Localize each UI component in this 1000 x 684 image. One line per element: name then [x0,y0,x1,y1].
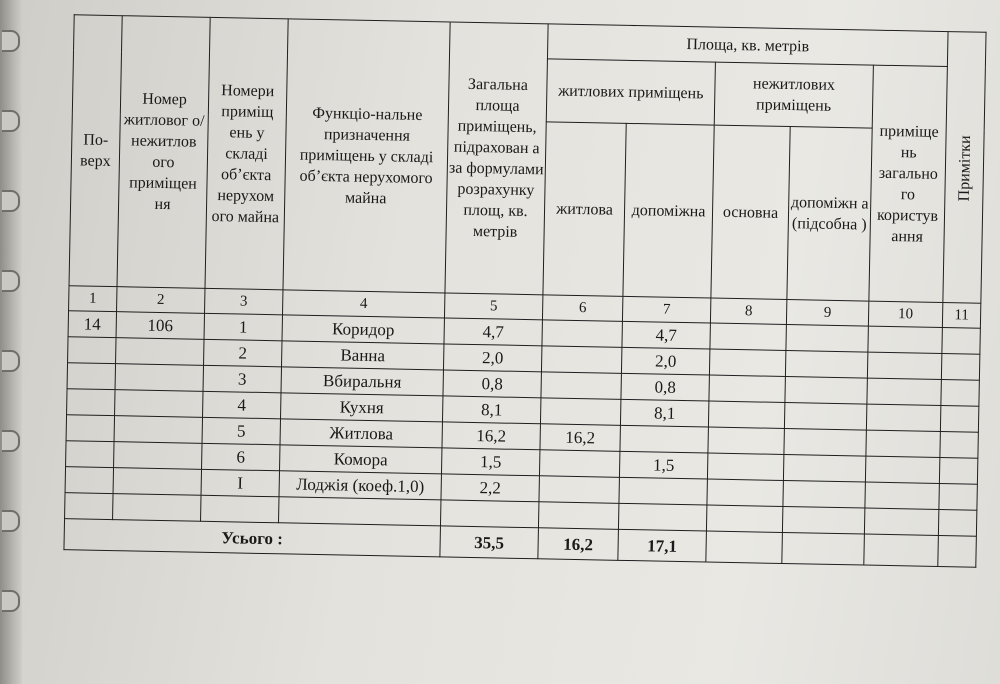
cell-room: 2 [204,339,282,366]
cell-floor [66,415,114,442]
cell-unit [115,364,203,392]
column-number: 2 [117,287,205,314]
cell-total: 1,5 [441,448,539,476]
header-floor: По-верх [69,15,122,287]
cell-empty [867,378,942,405]
cell-function: Комора [280,445,442,474]
cell-empty [783,480,865,508]
header-auxiliary: допоміжна [623,123,714,298]
cell-empty [864,534,939,566]
column-number: 11 [942,303,980,329]
cell-empty [866,430,941,457]
cell-aux: 8,1 [620,399,708,427]
cell-function: Лоджія (коеф.1,0) [279,471,441,500]
cell-aux: 0,8 [621,373,709,401]
header-unit-number: Номер житловог о/ нежитлов ого приміщен ня [117,16,210,289]
cell-empty [783,454,865,482]
cell-living [539,450,619,478]
binding-ring-icon [2,590,20,612]
cell-room: 4 [203,391,281,418]
cell-floor: 14 [68,311,116,338]
cell-living [542,320,622,348]
cell-function: Ванна [281,341,443,370]
cell-aux: 1,5 [619,451,707,479]
cell-empty [784,402,866,430]
cell-empty [938,535,977,567]
cell-floor [65,467,113,494]
cell-empty [941,353,979,380]
spiral-binding [0,0,22,684]
column-number: 4 [282,290,444,318]
cell-total: 0,8 [443,370,541,398]
cell-empty [865,482,940,509]
inventory-sheet [47,0,1000,684]
header-main: основна [711,125,790,299]
cell-empty [709,349,785,376]
cell-empty [709,375,785,402]
cell-floor [68,337,116,364]
binding-ring-icon [2,430,20,452]
cell-aux: 4,7 [622,321,710,349]
total-living-sum: 16,2 [538,528,619,561]
cell-total: 16,2 [442,422,540,450]
column-number: 3 [205,288,283,314]
cell-living: 16,2 [540,424,620,452]
cell-aux [620,425,708,453]
header-room-numbers: Номери приміщ ень у складі об’єкта нерухом ого майна [205,17,288,289]
cell-total: 2,0 [443,344,541,372]
cell-empty [708,401,784,428]
header-auxiliary-utility: допоміжн а (підсобна ) [787,127,872,302]
cell-empty [708,427,784,454]
cell-empty [786,325,868,353]
cell-empty [940,405,978,432]
total-aux-sum: 17,1 [618,529,707,562]
header-living: житлова [543,122,626,297]
column-number: 8 [710,298,786,324]
cell-empty [939,457,977,484]
cell-empty [939,483,977,510]
cell-empty [865,456,940,483]
cell-empty [866,404,941,431]
cell-function: Вбиральня [281,367,443,396]
cell-empty [941,379,979,406]
cell-living [540,398,620,426]
header-common-use: приміще нь загально го користув ання [869,65,948,302]
column-number: 10 [868,301,942,327]
cell-empty [784,428,866,456]
cell-floor [67,389,115,416]
cell-unit [115,390,203,418]
cell-floor [66,441,114,468]
column-number: 1 [69,286,117,312]
cell-empty [782,532,865,565]
cell-empty [940,431,978,458]
header-notes: Примітки [943,32,986,304]
cell-unit [116,338,204,366]
area-table [63,14,986,567]
column-number: 9 [786,300,868,327]
header-nonresidential-group: нежитлових приміщень [714,62,873,128]
column-number: 6 [542,295,622,322]
cell-total: 4,7 [444,318,542,346]
cell-empty [942,328,980,355]
column-number: 5 [444,293,542,320]
cell-function: Житлова [280,419,442,448]
cell-function: Коридор [282,315,444,344]
cell-unit [114,416,202,444]
cell-unit [113,468,201,496]
binding-ring-icon [2,350,20,372]
cell-empty [706,531,783,563]
cell-room: 5 [202,417,280,444]
cell-living [541,346,621,374]
cell-room: 3 [203,365,281,392]
cell-empty [785,351,867,379]
cell-unit [114,442,202,470]
cell-living [539,476,619,504]
cell-floor [67,363,115,390]
cell-total: 8,1 [442,396,540,424]
cell-unit: 106 [116,312,204,340]
binding-ring-icon [2,190,20,212]
header-total-area: Загальна площа приміщень, підрахован а за формулами розрахунку площ, кв. метрів [445,22,548,295]
binding-ring-icon [2,510,20,532]
cell-room: I [201,469,279,496]
cell-living [541,372,621,400]
cell-empty [868,326,943,353]
header-residential-group: житлових приміщень [546,59,715,125]
cell-empty [707,479,783,506]
cell-room: 6 [202,443,280,470]
cell-empty [707,453,783,480]
cell-function: Кухня [281,393,443,422]
binding-ring-icon [2,110,20,132]
total-label: Усього : [64,519,441,557]
cell-aux: 2,0 [621,347,709,375]
total-area-sum: 35,5 [440,526,539,559]
cell-empty [867,352,942,379]
cell-aux [619,477,707,505]
cell-total: 2,2 [441,474,539,502]
cell-room: 1 [204,313,282,340]
header-function: Функціо-нальне призначення приміщень у складі об’єкта нерухомого майна [283,19,450,293]
cell-empty [710,323,786,350]
column-number: 7 [622,296,710,323]
binding-ring-icon [2,270,20,292]
cell-empty [785,376,867,404]
header-area-group: Площа, кв. метрів [547,24,948,67]
binding-ring-icon [2,30,20,52]
